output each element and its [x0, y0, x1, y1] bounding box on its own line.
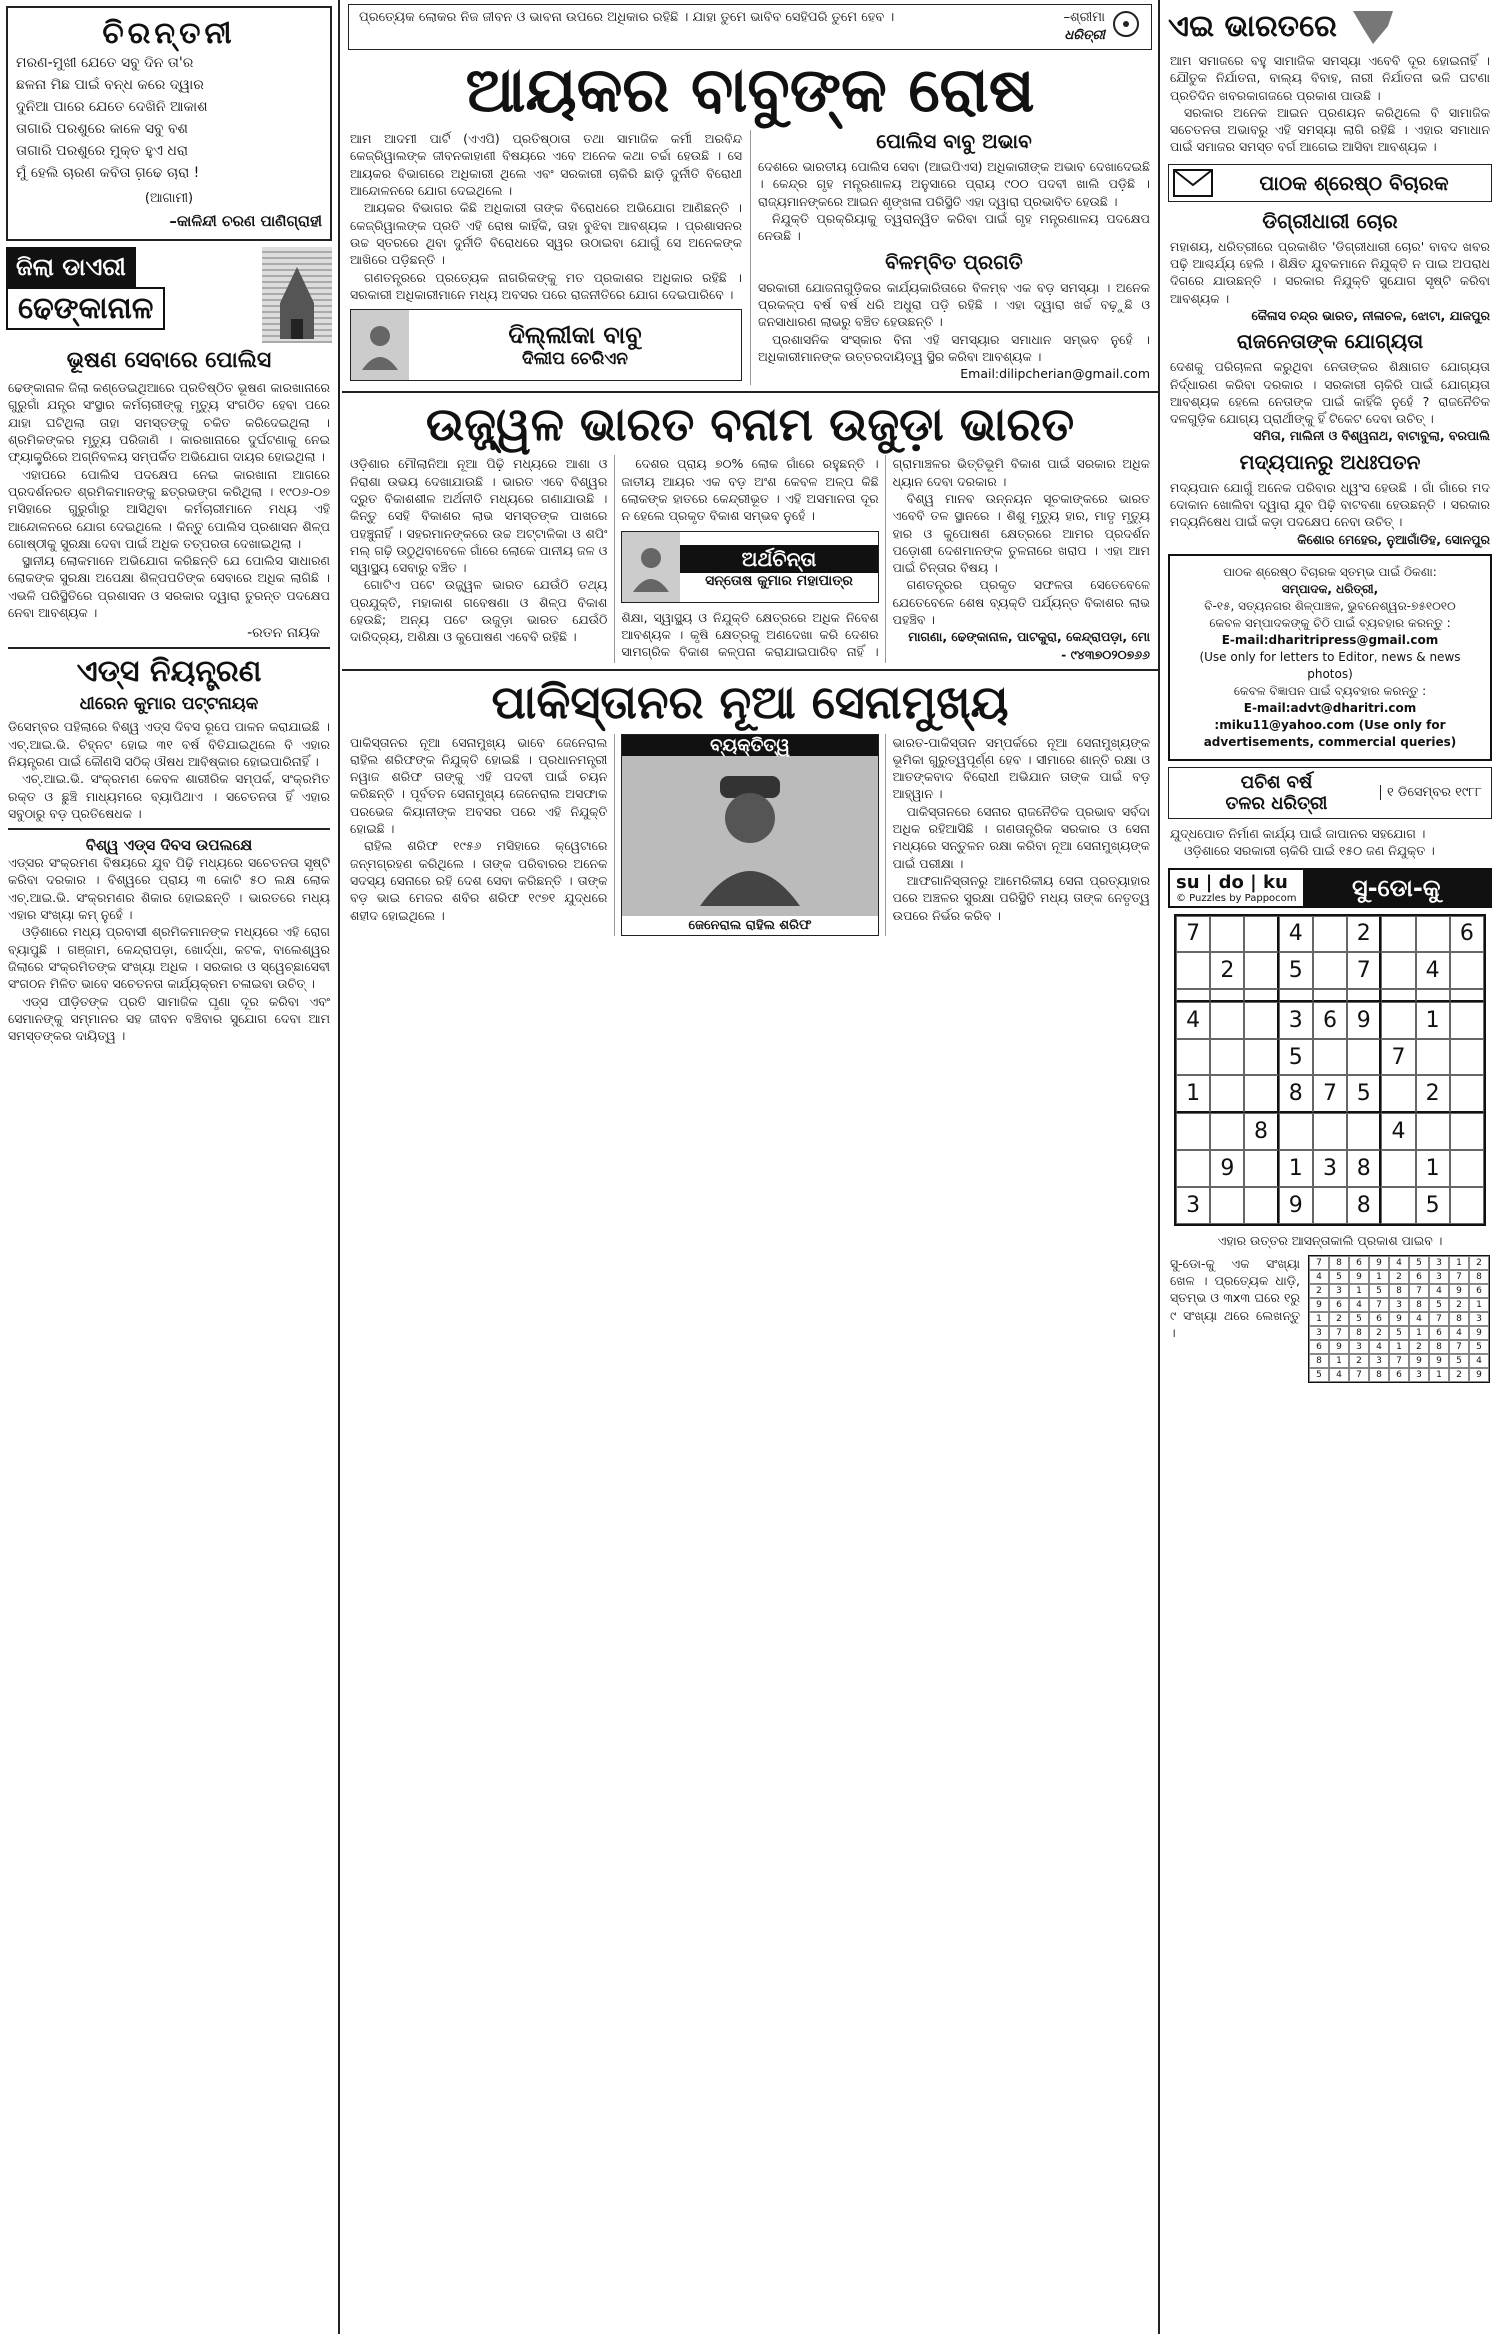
solution-cell: 5 [1429, 1298, 1449, 1312]
solution-cell: 7 [1389, 1354, 1409, 1368]
sudoku-cell [1210, 1187, 1244, 1224]
h3-para: ଆଫଗାନିସ୍ତାନରୁ ଆମେରିକୀୟ ସେନା ପ୍ରତ୍ୟାହାର ପରେ ଅଞ୍ଚଳର ସୁରକ୍ଷା ପରିସ୍ଥିତି ମଧ୍ୟ ତାଙ୍କ ନେତୃତ୍ୱ ଉପରେ ନିର୍ଭର କରିବ । [892, 872, 1150, 923]
solution-cell: 3 [1329, 1284, 1349, 1298]
person-icon [360, 320, 400, 370]
divider [8, 647, 330, 649]
solution-cell: 2 [1369, 1326, 1389, 1340]
masthead-logo: ଧରିତ୍ରୀ [1064, 28, 1105, 43]
anniv-line-a: ପଚିଶ ବର୍ଷ [1240, 771, 1313, 793]
sudoku-cell [1176, 1113, 1210, 1150]
h1-para: ଆୟକର ବିଭାଗର କିଛି ଅଧିକାରୀ ତାଙ୍କ ବିରୋଧରେ ଅଭିଯୋଗ ଆଣିଛନ୍ତି । କେଜ୍ରିୱାଲଙ୍କ ପ୍ରତି ଏହି ରୋଷ କାହିଁକି, ତାହା ବୁଝିବା ଆବଶ୍ୟକ । ପ୍ରଶାସନର ଉଚ୍ଚ ସ୍ତରରେ ଥିବା ଦୁର୍ନୀତି ବିରୋଧରେ ସ୍ୱର ଉଠାଇବା ଯୋଗୁଁ ସେ ଅନେକଙ୍କ ଆଖିରେ ପଡ଼ିଛନ୍ତି । [350, 200, 742, 268]
solution-cell: 3 [1429, 1256, 1449, 1270]
police-title: ପୋଲିସ ବାବୁ ଅଭାବ [876, 129, 1032, 154]
solution-cell: 3 [1429, 1270, 1449, 1284]
solution-cell: 6 [1369, 1312, 1389, 1326]
sudoku-cell [1244, 952, 1278, 989]
solution-cell: 2 [1449, 1298, 1469, 1312]
solution-cell: 6 [1429, 1326, 1449, 1340]
sudoku-cell: 7 [1381, 1039, 1415, 1076]
reader-header [1168, 164, 1492, 202]
h3-headline: ପାକିସ୍ତାନର ନୂଆ ସେନାମୁଖ୍ୟ [491, 674, 1009, 729]
h2-para: ବିଶ୍ୱ ମାନବ ଉନ୍ନୟନ ସୂଚକାଙ୍କରେ ଭାରତ ଏବେବି ତଳ ସ୍ଥାନରେ । ଶିଶୁ ମୃତ୍ୟୁ ହାର, ମାତୃ ମୃତ୍ୟୁ ହାର ଓ କୁପୋଷଣ କ୍ଷେତ୍ରରେ ଆମର ପ୍ରଦର୍ଶନ ପଡ଼ୋଶୀ ଦେଶମାନଙ୍କ ତୁଳନାରେ ଖରାପ । ଏହା ଆମ ପାଇଁ ଚିନ୍ତାର ବିଷୟ । [892, 491, 1150, 576]
quote-text: ପ୍ରତ୍ୟେକ ଲୋକର ନିଜ ଜୀବନ ଓ ଭାବନା ଉପରେ ଅଧିକାର ରହିଛି । ଯାହା ତୁମେ ଭାବିବ ସେହିପରି ତୁମେ ହେବ । [359, 10, 895, 25]
s2-author: ଧୀରେନ କୁମାର ପଟ୍ଟନାୟକ [79, 694, 259, 715]
s2-title: ଏଡ୍ସ ନିୟନ୍ତ୍ରଣ [76, 654, 262, 690]
h1-body [342, 130, 1158, 385]
email-advt-alt[interactable]: :miku11@yahoo.com (Use only for [1214, 717, 1446, 732]
solution-cell: 7 [1349, 1368, 1369, 1382]
solution-cell: 7 [1369, 1298, 1389, 1312]
s1-author: -ରତନ ନାୟକ [247, 625, 320, 642]
officer-icon [695, 766, 805, 906]
h2-para: ଦେଶର ପ୍ରାୟ ୭୦% ଲୋକ ଗାଁରେ ରହୁଛନ୍ତି । ଜାତୀୟ ଆୟର ଏକ ବଡ଼ ଅଂଶ କେବଳ ଅଳ୍ପ କିଛି ଲୋକଙ୍କ ହାତରେ କେନ୍ଦ୍ରୀଭୂତ । ଏହି ଅସମାନତା ଦୂର ନ ହେଲେ ପ୍ରକୃତ ବିକାଶ ସମ୍ଭବ ନୁହେଁ । [621, 456, 879, 524]
h3-para: ପାକିସ୍ତାନର ନୂଆ ସେନାମୁଖ୍ୟ ଭାବେ ଜେନେରାଲ ରାହିଲ ଶରିଫଙ୍କ ନିଯୁକ୍ତି ହୋଇଛି । ପ୍ରଧାନମନ୍ତ୍ରୀ ନୱାଜ ଶରିଫ ତାଙ୍କୁ ଏହି ପଦବୀ ପାଇଁ ଚୟନ କରିଛନ୍ତି । ପୂର୍ବତନ ସେନାମୁଖ୍ୟ ଜେନେରାଲ ଅସଫାକ ପରଭେଜ କିୟାନୀଙ୍କ ଅବସର ପରେ ଏହି ନିଯୁକ୍ତି ହୋଇଛି । [350, 734, 608, 837]
solution-cell: 3 [1369, 1354, 1389, 1368]
sudoku-cell [1210, 989, 1244, 1002]
sudoku-cell [1313, 1113, 1347, 1150]
divider [342, 669, 1158, 671]
sudoku-cell [1416, 1039, 1450, 1076]
person-box [621, 734, 878, 936]
poem-line: ଦୁନିଆ ପାରେ ଯେତେ ଦେଖିନି ଆକାଶ [16, 99, 208, 115]
l2-sign: ସମିତା, ମାଲିନୀ ଓ ବିଶ୍ୱନାଥ, ବାଟାବୁଲା, ବରପାଲି [1253, 428, 1490, 444]
sudoku-cell: 4 [1416, 952, 1450, 989]
h2-body [342, 455, 1158, 663]
reader-title: ପାଠକ ଶ୍ରେଷ୍ଠ ବିଚାରକ [1259, 170, 1449, 195]
solution-cell: 4 [1389, 1256, 1409, 1270]
sudoku-cell [1244, 989, 1278, 1002]
progress-para: ପ୍ରଶାସନିକ ସଂସ୍କାର ବିନା ଏହି ସମସ୍ୟାର ସମାଧାନ ସମ୍ଭବ ନୁହେଁ । ଅଧିକାରୀମାନଙ୍କ ଉତ୍ତରଦାୟିତ୍ୱ ସ୍ଥିର କରିବା ଆବଶ୍ୟକ । [758, 331, 1150, 364]
anniv-item: ଓଡ଼ିଶାରେ ସରକାରୀ ଚାକିରି ପାଇଁ ୧୫୦ ଜଣ ନିଯୁକ୍ତ । [1184, 843, 1435, 859]
anniv-date: ୧ ଡିସେମ୍ବର ୧୯୮୮ [1380, 785, 1487, 800]
solution-cell: 7 [1329, 1326, 1349, 1340]
solution-cell: 3 [1389, 1298, 1409, 1312]
solution-cell: 1 [1309, 1312, 1329, 1326]
sudoku-cell: 1 [1279, 1150, 1313, 1187]
solution-cell: 9 [1309, 1298, 1329, 1312]
sudoku-cell: 8 [1244, 1113, 1278, 1150]
poem-line: ତାଗାରି ପରଶୁରେ ମୁକ୍ତ ହୁଏ ଧରା [16, 143, 189, 159]
sudoku-cell: 1 [1416, 1150, 1450, 1187]
solution-cell: 6 [1409, 1270, 1429, 1284]
s1-para: ସ୍ଥାନୀୟ ଲୋକମାନେ ଅଭିଯୋଗ କରିଛନ୍ତି ଯେ ପୋଲିସ ସାଧାରଣ ଲୋକଙ୍କ ସୁରକ୍ଷା ଅପେକ୍ଷା ଶିଳ୍ପପତିଙ୍କ ସେବାରେ ଅଧିକ ଲାଗିଛି । ଏଭଳି ପରିସ୍ଥିତିରେ ପ୍ରଶାସନ ଓ ସରକାର ଦ୍ୱାରା ତୁରନ୍ତ ପଦକ୍ଷେପ ନେବା ଆବଶ୍ୟକ । [8, 553, 330, 621]
sudoku-cell: 8 [1347, 1150, 1381, 1187]
author-photo [622, 532, 680, 602]
address-box [1168, 554, 1492, 761]
sudoku-cell: 2 [1210, 952, 1244, 989]
solution-cell: 3 [1309, 1326, 1329, 1340]
artha-author: ସନ୍ତୋଷ କୁମାର ମହାପାତ୍ର [705, 572, 853, 589]
delhi-babu-box [350, 309, 742, 381]
solution-cell: 2 [1349, 1354, 1369, 1368]
solution-cell: 5 [1369, 1284, 1389, 1298]
sudoku-cell [1210, 1039, 1244, 1076]
h3-para: ପାକିସ୍ତାନରେ ସେନାର ରାଜନୈତିକ ପ୍ରଭାବ ସର୍ବଦା ଅଧିକ ରହିଆସିଛି । ଗଣତାନ୍ତ୍ରିକ ସରକାର ଓ ସେନା ମଧ୍ୟରେ ସନ୍ତୁଳନ ରକ୍ଷା କରିବା ନୂଆ ସେନାମୁଖ୍ୟଙ୍କ ପାଇଁ ପରୀକ୍ଷା । [892, 803, 1150, 871]
solution-cell: 1 [1409, 1326, 1429, 1340]
s1-title: ଭୂଷଣ ସେବାରେ ପୋଲିସ [66, 348, 272, 373]
solution-cell: 1 [1429, 1368, 1449, 1382]
poem-title: ଚିରନ୍ତନୀ [102, 16, 236, 51]
addr-line: କେବଳ ବିଜ୍ଞାପନ ପାଇଁ ବ୍ୟବହାର କରନ୍ତୁ : [1233, 683, 1427, 698]
anjali-header [1162, 0, 1498, 52]
sudoku-cell [1244, 1075, 1278, 1113]
sudoku-cell [1381, 989, 1415, 1002]
district-header [0, 247, 338, 343]
anniv-line-b: ତଳର ଧରିତ୍ରୀ [1225, 792, 1328, 814]
solution-cell: 8 [1449, 1312, 1469, 1326]
solution-cell: 5 [1329, 1270, 1349, 1284]
sudoku-cell [1450, 1150, 1484, 1187]
sudoku-cell: 3 [1279, 1002, 1313, 1039]
addr-line: ବି-୧୫, ସତ୍ୟନଗର ଶିଳ୍ପାଞ୍ଚଳ, ଭୁବନେଶ୍ୱର-୭୫୧୦୧୦ [1204, 598, 1456, 613]
quote-author: –ଶ୍ରୀମା [1063, 10, 1105, 25]
l2-text: ଦେଶକୁ ପରିଚାଳନା କରୁଥିବା ନେତାଙ୍କର ଶିକ୍ଷାଗତ ଯୋଗ୍ୟତା ନିର୍ଦ୍ଧାରଣ କରିବା ଦରକାର । ସରକାରୀ ଚାକିରି ପାଇଁ ଯୋଗ୍ୟତା ଆବଶ୍ୟକ ହେଲେ ନେତାଙ୍କ ପାଇଁ କାହିଁକି ନୁହେଁ ? ରାଜନୈତିକ ଦଳଗୁଡ଼ିକ ଯୋଗ୍ୟ ପ୍ରାର୍ଥୀଙ୍କୁ ହିଁ ଟିକେଟ ଦେବା ଉଚିତ୍ । [1170, 359, 1490, 427]
l3-text: ମଦ୍ୟପାନ ଯୋଗୁଁ ଅନେକ ପରିବାର ଧ୍ୱଂସ ହେଉଛି । ଗାଁ ଗାଁରେ ମଦ ଦୋକାନ ଖୋଲିବା ଦ୍ୱାରା ଯୁବ ପିଢ଼ି ବାଟବଣା ହେଉଛନ୍ତି । ସରକାର ମଦ୍ୟନିଷେଧ ପାଇଁ କଡ଼ା ପଦକ୍ଷେପ ନେବା ଉଚିତ୍ । [1170, 479, 1490, 530]
solution-cell: 8 [1369, 1368, 1389, 1382]
artha-header: ଅର୍ଥଚିନ୍ତା [680, 545, 877, 573]
sudoku-cell [1347, 1039, 1381, 1076]
solution-cell: 4 [1309, 1270, 1329, 1284]
person-icon [631, 542, 671, 592]
progress-para: ସରକାରୀ ଯୋଜନାଗୁଡ଼ିକର କାର୍ଯ୍ୟକାରିତାରେ ବିଳମ୍ବ ଏକ ବଡ଼ ସମସ୍ୟା । ଅନେକ ପ୍ରକଳ୍ପ ବର୍ଷ ବର୍ଷ ଧରି ଅଧୁରା ପଡ଼ି ରହିଛି । ଏହା ଦ୍ୱାରା ଖର୍ଚ୍ଚ ବଢ଼ୁଛି ଓ ଜନସାଧାରଣ ଲାଭରୁ ବଞ୍ଚିତ ହେଉଛନ୍ତି । [758, 279, 1150, 330]
sudoku-cell: 5 [1416, 1187, 1450, 1224]
email-press[interactable]: E-mail:dharitripress@gmail.com [1221, 632, 1439, 647]
artha-box [621, 531, 878, 603]
sudoku-grid [1174, 914, 1486, 1226]
h1-para: ଗଣତନ୍ତ୍ରରେ ପ୍ରତ୍ୟେକ ନାଗରିକଙ୍କୁ ମତ ପ୍ରକାଶର ଅଧିକାର ରହିଛି । ସରକାରୀ ଅଧିକାରୀମାନେ ମଧ୍ୟ ଅବସର ପରେ ରାଜନୀତିରେ ଯୋଗ ଦେଇପାରିବେ । [350, 269, 742, 302]
sudoku-credit: © Puzzles by Pappocom [1176, 892, 1297, 904]
poem-line: ଛଳନା ମିଛ ପାଇଁ ବନ୍ଧ କରେ ଦ୍ୱାର [16, 77, 204, 93]
h2-para: ଶିକ୍ଷା, ସ୍ୱାସ୍ଥ୍ୟ ଓ ନିଯୁକ୍ତି କ୍ଷେତ୍ରରେ ଅଧିକ ନିବେଶ ଆବଶ୍ୟକ । କୃଷି କ୍ଷେତ୍ରକୁ ଅଣଦେଖା କରି ଦେଶର ସାମଗ୍ରିକ ବିକାଶ କଳ୍ପନା କରାଯାଇପାରିବ ନାହିଁ । ଗ୍ରାମାଞ୍ଚଳର ଭିତ୍ତିଭୂମି ବିକାଶ ପାଇଁ ସରକାର ଅଧିକ ଧ୍ୟାନ ଦେବା ଦରକାର । [621, 456, 1150, 660]
solution-cell: 1 [1369, 1270, 1389, 1284]
h3-body [342, 734, 1158, 936]
artha-address: ମାଗଣା, ଢେଙ୍କାନାଳ, ପାଟକୁରା, କେନ୍ଦ୍ରାପଡ଼ା, ମୋ - ୯୪୩୭୦୨୦୭୬୬ [908, 629, 1150, 662]
sudoku-cell: 4 [1279, 916, 1313, 953]
solution-cell: 6 [1349, 1256, 1369, 1270]
author-photo [351, 310, 409, 380]
sudoku-cell: 6 [1450, 916, 1484, 953]
solution-cell: 1 [1329, 1354, 1349, 1368]
solution-cell: 6 [1309, 1340, 1329, 1354]
solution-cell: 4 [1329, 1368, 1349, 1382]
solution-cell: 2 [1309, 1284, 1329, 1298]
solution-cell: 3 [1409, 1368, 1429, 1382]
addr-line: କେବଳ ସମ୍ପାଦକଙ୍କୁ ଚିଠି ପାଇଁ ବ୍ୟବହାର କରନ୍ତୁ : [1209, 615, 1451, 630]
sudoku-cell: 4 [1176, 1002, 1210, 1039]
sudoku-cell [1347, 1113, 1381, 1150]
solution-cell: 5 [1409, 1256, 1429, 1270]
police-para: ଦେଶରେ ଭାରତୀୟ ପୋଲିସ ସେବା (ଆଇପିଏସ) ଅଧିକାରୀଙ୍କ ଅଭାବ ଦେଖାଦେଇଛି । କେନ୍ଦ୍ର ଗୃହ ମନ୍ତ୍ରଣାଳୟ ଅନୁସାରେ ପ୍ରାୟ ୯୦୦ ପଦବୀ ଖାଲି ପଡ଼ିଛି । ରାଜ୍ୟମାନଙ୍କରେ ଆଇନ ଶୃଙ୍ଖଳା ପରିସ୍ଥିତି ଏହା ଦ୍ୱାରା ପ୍ରଭାବିତ ହେଉଛି । [758, 159, 1150, 209]
india-map-icon [1343, 6, 1403, 46]
solution-cell: 8 [1389, 1284, 1409, 1298]
sudoku-cell: 1 [1416, 1002, 1450, 1039]
h2-para: ଗଣତନ୍ତ୍ରର ପ୍ରକୃତ ସଫଳତା ସେତେବେଳେ ଯେତେବେଳେ ଶେଷ ବ୍ୟକ୍ତି ପର୍ଯ୍ୟନ୍ତ ବିକାଶର ଲାଭ ପହଞ୍ଚିବ । [892, 577, 1150, 628]
l3-sign: କିଶୋର ମେହେର, ନୁଆଗାଁଡିହ, ସୋନପୁର [1297, 531, 1490, 547]
solution-cell: 4 [1409, 1312, 1429, 1326]
solution-cell: 1 [1469, 1298, 1489, 1312]
sudoku-cell [1210, 1002, 1244, 1039]
anjali-para: ସରକାର ଅନେକ ଆଇନ ପ୍ରଣୟନ କରିଥିଲେ ବି ସାମାଜିକ ସଚେତନତା ଅଭାବରୁ ଏହି ସମସ୍ୟା ଲାଗି ରହିଛି । ଏହାର ସମାଧାନ ପାଇଁ ସମାଜର ସମସ୍ତ ବର୍ଗ ଆଗେଇ ଆସିବା ଆବଶ୍ୟକ । [1170, 104, 1490, 155]
sudoku-cell [1450, 1039, 1484, 1076]
sudoku-cell [1381, 1075, 1415, 1113]
temple-image [262, 247, 332, 343]
solution-cell: 3 [1349, 1340, 1369, 1354]
wheel-icon [1111, 9, 1141, 39]
sudoku-cell: 7 [1176, 916, 1210, 953]
quote-box [348, 4, 1152, 50]
solution-cell: 9 [1369, 1256, 1389, 1270]
s3-para: ଏଡ୍ସର ସଂକ୍ରମଣ ବିଷୟରେ ଯୁବ ପିଢ଼ି ମଧ୍ୟରେ ସଚେତନତା ସୃଷ୍ଟି କରିବା ଦରକାର । ବିଶ୍ୱରେ ପ୍ରାୟ ୩ କୋଟି ୫୦ ଲକ୍ଷ ଲୋକ ଏଚ୍.ଆଇ.ଭି. ସଂକ୍ରମଣର ଶିକାର ହୋଇଛନ୍ତି । ଭାରତରେ ମଧ୍ୟ ଏହାର ସଂଖ୍ୟା କମ୍ ନୁହେଁ । [8, 855, 330, 923]
sudoku-cell: 5 [1347, 1075, 1381, 1113]
h1-headline: ଆୟକର ବାବୁଙ୍କ ରୋଷ [465, 53, 1035, 126]
sudoku-note: ଏହାର ଉତ୍ତର ଆସନ୍ତାକାଲି ପ୍ରକାଶ ପାଇବ । [1217, 1232, 1443, 1248]
solution-cell: 4 [1449, 1326, 1469, 1340]
solution-cell: 9 [1409, 1354, 1429, 1368]
s3-para: ଓଡ଼ିଶାରେ ମଧ୍ୟ ପ୍ରବାସୀ ଶ୍ରମିକମାନଙ୍କ ମଧ୍ୟରେ ଏହି ରୋଗ ବ୍ୟାପୁଛି । ଗଞ୍ଜାମ, କେନ୍ଦ୍ରାପଡ଼ା, ଖୋର୍ଦ୍ଧା, କଟକ, ବାଲେଶ୍ୱର ଜିଲାରେ ସଂକ୍ରମିତଙ୍କ ସଂଖ୍ୟା ଅଧିକ । ସରକାର ଓ ସ୍ୱେଚ୍ଛାସେବୀ ସଂଗଠନ ମିଳିତ ଭାବେ ସଚେତନତା କାର୍ଯ୍ୟକ୍ରମ ଚଳାଇବା ଉଚିତ୍ । [8, 924, 330, 992]
sudoku-cell [1244, 1187, 1278, 1224]
sudoku-cell [1313, 989, 1347, 1002]
solution-cell: 7 [1449, 1340, 1469, 1354]
addr-line: ପାଠକ ଶ୍ରେଷ୍ଠ ବିଚାରକ ସ୍ତମ୍ଭ ପାଇଁ ଠିକଣା: [1223, 564, 1437, 579]
s2-para: ଏଚ୍.ଆଇ.ଭି. ସଂକ୍ରମଣ କେବଳ ଶାରୀରିକ ସମ୍ପର୍କ, ସଂକ୍ରମିତ ରକ୍ତ ଓ ଛୁଞ୍ଚି ମାଧ୍ୟମରେ ବ୍ୟାପିଥାଏ । ସଚେତନତା ହିଁ ଏହାର ସବୁଠାରୁ ବଡ଼ ପ୍ରତିଷେଧକ । [8, 771, 330, 821]
solution-cell: 1 [1449, 1256, 1469, 1270]
poem-note: (ଆଗାମୀ) [144, 191, 194, 206]
sudoku-cell [1450, 1187, 1484, 1224]
solution-cell: 4 [1429, 1284, 1449, 1298]
solution-cell: 9 [1329, 1340, 1349, 1354]
sudoku-cell [1416, 989, 1450, 1002]
sudoku-cell [1381, 1187, 1415, 1224]
sudoku-cell [1347, 989, 1381, 1002]
sudoku-cell [1313, 952, 1347, 989]
district-name: ଢେଙ୍କାନାଳ [6, 287, 165, 330]
sudoku-cell [1313, 1039, 1347, 1076]
l1-sign: କୈଳାସ ଚନ୍ଦ୍ର ଭାରତ, ନୀଳାଚଳ, ଝୋଟା, ଯାଜପୁର [1251, 307, 1490, 323]
sudoku-cell [1279, 989, 1313, 1002]
sudoku-cell [1450, 1075, 1484, 1113]
solution-cell: 8 [1349, 1326, 1369, 1340]
sudoku-cell: 9 [1279, 1187, 1313, 1224]
sudoku-label-en: su | do | ku [1176, 871, 1288, 893]
solution-cell: 5 [1309, 1368, 1329, 1382]
sudoku-cell [1210, 1075, 1244, 1113]
sudoku-cell [1210, 1113, 1244, 1150]
solution-cell: 8 [1329, 1256, 1349, 1270]
sudoku-cell: 5 [1279, 952, 1313, 989]
sudoku-cell: 7 [1313, 1075, 1347, 1113]
s1-para: ଢେଙ୍କାନାଳ ଜିଲା କଣ୍ଡେଇଥିଆରେ ପ୍ରତିଷ୍ଠିତ ଭୂଷଣ କାରଖାନାରେ ଗୁରୁଗାଁ ଯନ୍ତ୍ର ସଂସ୍ଥାର କର୍ମଚାରୀଙ୍କୁ ମୃତ୍ୟୁ ସଂଗଠିତ ହେବା ପରେ ଯାହା ଘଟିଥିଲା ତାହା ସମସ୍ତଙ୍କୁ ଚକିତ କରିଦେଇଥିଲା । ଶ୍ରମିକଙ୍କର ମୃତ୍ୟୁ ପରିଜାଣି । କାରଖାନାରେ ଦୁର୍ଘଟଣାକୁ ନେଇ ଫ୍ୟାକ୍ଟ୍ରିରେ ଅଗ୍ନିବଳୟ ସମ୍ପର୍କିତ ଅଭିଯୋଗ ଦାୟର ହୋଇଥିଲା । [8, 380, 330, 465]
district-label: ଜିଲା ଡାଏରୀ [6, 247, 136, 287]
sudoku-cell [1279, 1113, 1313, 1150]
delhi-header: ଦିଲ୍ଲୀକା ବାବୁ [508, 321, 642, 350]
solution-cell: 7 [1409, 1284, 1429, 1298]
sudoku-cell [1176, 952, 1210, 989]
sudoku-cell: 5 [1279, 1039, 1313, 1076]
sudoku-cell [1176, 989, 1210, 1002]
sudoku-cell [1176, 1039, 1210, 1076]
email-dilip[interactable]: Email:dilipcherian@gmail.com [960, 366, 1150, 382]
anjali-para: ଆମ ସମାଜରେ ବହୁ ସାମାଜିକ ସମସ୍ୟା ଏବେବି ଦୂର ହୋଇନାହିଁ । ଯୌତୁକ ନିର୍ଯାତନା, ବାଲ୍ୟ ବିବାହ, ନାରୀ ନିର୍ଯାତନା ଭଳି ଘଟଣା ପ୍ରତିଦିନ ଖବରକାଗଜରେ ପ୍ରକାଶ ପାଉଛି । [1170, 53, 1490, 103]
solution-cell: 2 [1449, 1368, 1469, 1382]
sudoku-cell [1381, 916, 1415, 953]
right-column [1162, 0, 1498, 2334]
email-advt-note: advertisements, commercial queries) [1203, 734, 1457, 749]
l3-title: ମଦ୍ୟପାନରୁ ଅଧଃପତନ [1239, 449, 1421, 474]
sudoku-cell: 8 [1347, 1187, 1381, 1224]
solution-cell: 1 [1349, 1284, 1369, 1298]
general-photo [622, 756, 877, 916]
solution-cell: 6 [1329, 1298, 1349, 1312]
progress-title: ବିଳମ୍ବିତ ପ୍ରଗତି [885, 249, 1023, 274]
anjali-title: ଏଇ ଭାରତରେ [1168, 8, 1337, 44]
person-caption: ଜେନେରାଲ ରାହିଲ ଶରିଫ [688, 917, 812, 933]
solution-cell: 9 [1429, 1354, 1449, 1368]
solution-cell: 6 [1389, 1368, 1409, 1382]
solution-cell: 7 [1429, 1312, 1449, 1326]
divider [8, 828, 330, 830]
sudoku-cell: 9 [1210, 1150, 1244, 1187]
sudoku-cell: 8 [1279, 1075, 1313, 1113]
solution-cell: 2 [1409, 1340, 1429, 1354]
sudoku-cell [1313, 916, 1347, 953]
sudoku-cell [1450, 952, 1484, 989]
divider [342, 391, 1158, 393]
poem-line: ମରଣ-ମୁଖୀ ଯେତେ ସବୁ ଦିନ ତା'ର [16, 55, 194, 71]
sudoku-cell: 9 [1347, 1002, 1381, 1039]
delhi-author: ଦିଲୀପ ଚେରିଏନ [522, 349, 628, 370]
solution-cell: 7 [1309, 1256, 1329, 1270]
left-column [0, 0, 340, 2334]
solution-cell: 9 [1469, 1326, 1489, 1340]
h3-para: ରାହିଲ ଶରିଫ ୧୯୫୬ ମସିହାରେ କ୍ୱେଟାରେ ଜନ୍ମଗ୍ରହଣ କରିଥିଲେ । ତାଙ୍କ ପରିବାରର ଅନେକ ସଦସ୍ୟ ସେନାରେ ରହି ଦେଶ ସେବା କରିଛନ୍ତି । ତାଙ୍କ ବଡ଼ ଭାଇ ମେଜର ଶବିର ଶରିଫ ୧୯୭୧ ଯୁଦ୍ଧରେ ଶହୀଦ ହୋଇଥିଲେ । [350, 838, 608, 923]
sudoku-rules: ସୁ-ଡୋ-କୁ ଏକ ସଂଖ୍ୟା ଖେଳ । ପ୍ରତ୍ୟେକ ଧାଡ଼ି, ସ୍ତମ୍ଭ ଓ ୩x୩ ଘରେ ୧ରୁ ୯ ସଂଖ୍ୟା ଥରେ ଲେଖନ୍ତୁ । [1170, 1255, 1300, 1341]
h2-headline: ଉଜ୍ଜ୍ୱଳ ଭାରତ ବନାମ ଉଜୁଡ଼ା ଭାରତ [425, 396, 1075, 451]
sudoku-cell: 3 [1176, 1187, 1210, 1224]
sudoku-cell: 6 [1313, 1002, 1347, 1039]
h1-para: ଆମ ଆଦମୀ ପାର୍ଟି (ଏଏପି) ପ୍ରତିଷ୍ଠାତା ତଥା ସାମାଜିକ କର୍ମୀ ଅରବିନ୍ଦ କେଜ୍ରିୱାଲଙ୍କ ଜୀବନକାହାଣୀ ବିଷୟରେ ଏବେ ଅନେକ କଥା ଚର୍ଚ୍ଚା ହେଉଛି । ସେ ଆୟକର ବିଭାଗରେ ଅଧିକାରୀ ଥିଲେ ଏବଂ ସରକାରୀ ଚାକିରି ଛାଡ଼ି ଦୁର୍ନୀତି ବିରୋଧୀ ଆନ୍ଦୋଳନରେ ଯୋଗ ଦେଇଥିଲେ । [350, 131, 742, 199]
s3-title: ବିଶ୍ୱ ଏଡ୍ସ ଦିବସ ଉପଲକ୍ଷେ [85, 836, 253, 855]
solution-cell: 4 [1469, 1354, 1489, 1368]
sudoku-cell [1210, 916, 1244, 953]
solution-cell: 8 [1309, 1354, 1329, 1368]
sudoku-cell: 1 [1176, 1075, 1210, 1113]
sudoku-header [1168, 868, 1492, 908]
solution-cell: 4 [1369, 1340, 1389, 1354]
anniv-item: ଯୁଦ୍ଧପୋତ ନିର୍ମାଣ କାର୍ଯ୍ୟ ପାଇଁ ଜାପାନର ସହଯୋଗ । [1170, 825, 1426, 841]
sudoku-cell: 4 [1381, 1113, 1415, 1150]
addr-line: ସମ୍ପାଦକ, ଧରିତ୍ରୀ, [1281, 581, 1379, 596]
sudoku-cell [1244, 1039, 1278, 1076]
solution-cell: 2 [1389, 1270, 1409, 1284]
s2-para: ଡିସେମ୍ବର ପହିଲାରେ ବିଶ୍ୱ ଏଡ୍ସ ଦିବସ ରୂପେ ପାଳନ କରାଯାଇଛି । ଏଚ୍.ଆଇ.ଭି. ଚିହ୍ନଟ ହୋଇ ୩୧ ବର୍ଷ ବିତିଯାଇଥିଲେ ବି ଏହାର ନିୟନ୍ତ୍ରଣ ପାଇଁ କୌଣସି ସଠିକ୍ ଔଷଧ ଆବିଷ୍କାର ହୋଇପାରିନାହିଁ । [8, 719, 330, 769]
sudoku-cell [1450, 1113, 1484, 1150]
sudoku-cell: 2 [1347, 916, 1381, 953]
sudoku-cell [1450, 1002, 1484, 1039]
sudoku-label-or: ସୁ-ଡୋ-କୁ [1303, 870, 1490, 906]
police-para: ନିଯୁକ୍ତି ପ୍ରକ୍ରିୟାକୁ ତ୍ୱରାନ୍ୱିତ କରିବା ପାଇଁ ଗୃହ ମନ୍ତ୍ରଣାଳୟ ପଦକ୍ଷେପ ନେଉଛି । [758, 211, 1150, 244]
email-advt[interactable]: E-mail:advt@dharitri.com [1243, 700, 1417, 715]
person-label: ବ୍ୟକ୍ତିତ୍ୱ [622, 735, 877, 756]
solution-cell: 9 [1389, 1312, 1409, 1326]
poem-author: –କାଳିନ୍ଦୀ ଚରଣ ପାଣିଗ୍ରାହୀ [169, 212, 322, 230]
h2-para: ଗୋଟିଏ ପଟେ ଉଜ୍ଜ୍ୱଳ ଭାରତ ଯେଉଁଠି ତଥ୍ୟ ପ୍ରଯୁକ୍ତି, ମହାକାଶ ଗବେଷଣା ଓ ଶିଳ୍ପ ବିକାଶ ହେଉଛି; ଅନ୍ୟ ପଟେ ଉଜୁଡ଼ା ଭାରତ ଯେଉଁଠି ଦାରିଦ୍ର୍ୟ, ଅଶିକ୍ଷା ଓ କୁପୋଷଣ ଏବେବି ରହିଛି । [350, 577, 608, 645]
anniversary-box [1168, 767, 1492, 819]
sudoku-cell [1416, 916, 1450, 953]
l1-title: ଡିଗ୍ରୀଧାରୀ ଚୋର [1262, 208, 1398, 233]
poem-line: ତାଗାରି ପରଶୁରେ କାଳେ ସବୁ ବଶ [16, 121, 188, 137]
poem-line: ମୁଁ ହେଲି ଚାରଣ କବିତା ଗଢେ଼ ଚାରା ! [16, 165, 200, 181]
solution-cell: 3 [1469, 1312, 1489, 1326]
sudoku-cell: 3 [1313, 1150, 1347, 1187]
sudoku-cell: 2 [1416, 1075, 1450, 1113]
solution-cell: 8 [1429, 1340, 1449, 1354]
temple-icon [262, 263, 332, 343]
solution-cell: 5 [1469, 1340, 1489, 1354]
sudoku-cell [1244, 1002, 1278, 1039]
middle-column [342, 0, 1160, 2334]
l2-title: ରାଜନେତାଙ୍କ ଯୋଗ୍ୟତା [1236, 329, 1424, 354]
solution-cell: 9 [1349, 1270, 1369, 1284]
sudoku-cell [1176, 1150, 1210, 1187]
envelope-icon [1173, 169, 1213, 197]
sudoku-cell [1244, 916, 1278, 953]
s1-para: ଏହାପରେ ପୋଲିସ ପଦକ୍ଷେପ ନେଇ କାରଖାନା ଆଗରେ ପ୍ରଦର୍ଶନରତ ଶ୍ରମିକମାନଙ୍କୁ ଛତ୍ରଭଙ୍ଗ କରିଥିଲା । ୧୯୦୬-୦୭ ମସିହାରେ ଗୁରୁଗାଁରୁ ଆସିଥିବା କର୍ମଚାରୀମାନେ ମଧ୍ୟ ଏହି ଆନ୍ଦୋଳନରେ ଯୋଗ ଦେଇଥିଲେ । କିନ୍ତୁ ପୋଲିସ ପ୍ରଶାସନ ଶିଳ୍ପ ଗୋଷ୍ଠୀକୁ ସୁରକ୍ଷା ଦେବା ପାଇଁ ଅଧିକ ତତ୍ପରତା ଦେଖାଇଥିଲା । [8, 466, 330, 551]
poem-box [6, 6, 332, 241]
h3-para: ଭାରତ-ପାକିସ୍ତାନ ସମ୍ପର୍କରେ ନୂଆ ସେନାମୁଖ୍ୟଙ୍କ ଭୂମିକା ଗୁରୁତ୍ୱପୂର୍ଣ୍ଣ ହେବ । ସୀମାରେ ଶାନ୍ତି ରକ୍ଷା ଓ ଆତଙ୍କବାଦ ବିରୋଧୀ ଅଭିଯାନ ତାଙ୍କ ପାଇଁ ବଡ଼ ଆହ୍ୱାନ । [892, 734, 1150, 802]
poem-lines [16, 53, 322, 183]
solution-cell: 6 [1469, 1284, 1489, 1298]
email-press-note: (Use only for letters to Editor, news & news photos) [1199, 649, 1461, 681]
l1-text: ମହାଶୟ, ଧରିତ୍ରୀରେ ପ୍ରକାଶିତ 'ଡିଗ୍ରୀଧାରୀ ଚୋର' ବାବଦ ଖବର ପଢ଼ି ଆଶ୍ଚର୍ଯ୍ୟ ହେଲି । ଶିକ୍ଷିତ ଯୁବକମାନେ ନିଯୁକ୍ତି ନ ପାଇ ଅପରାଧ ଦିଗରେ ଯାଉଛନ୍ତି । ସରକାର ନିଯୁକ୍ତି ସୁଯୋଗ ସୃଷ୍ଟି କରିବା ଆବଶ୍ୟକ । [1170, 238, 1490, 306]
solution-cell: 8 [1469, 1270, 1489, 1284]
solution-cell: 5 [1389, 1326, 1409, 1340]
solution-cell: 2 [1329, 1312, 1349, 1326]
solution-cell: 1 [1389, 1340, 1409, 1354]
solution-cell: 5 [1449, 1354, 1469, 1368]
sudoku-solution [1308, 1255, 1490, 1383]
sudoku-cell [1381, 1002, 1415, 1039]
solution-cell: 5 [1349, 1312, 1369, 1326]
sudoku-cell [1244, 1150, 1278, 1187]
solution-cell: 9 [1469, 1368, 1489, 1382]
sudoku-cell [1381, 952, 1415, 989]
solution-cell: 2 [1469, 1256, 1489, 1270]
solution-cell: 7 [1449, 1270, 1469, 1284]
sudoku-cell: 7 [1347, 952, 1381, 989]
sudoku-cell [1313, 1187, 1347, 1224]
sudoku-cell [1450, 989, 1484, 1002]
sudoku-cell [1381, 1150, 1415, 1187]
h2-para: ଓଡ଼ିଶାର ମୌଲାନିଆ ନୂଆ ପିଢ଼ି ମଧ୍ୟରେ ଆଶା ଓ ନିରାଶା ଉଭୟ ଦେଖାଯାଉଛି । ଭାରତ ଏବେ ବିଶ୍ୱର ଦ୍ରୁତ ବିକାଶଶୀଳ ଅର୍ଥନୀତି ମଧ୍ୟରେ ଗଣାଯାଉଛି । କିନ୍ତୁ ସେହି ବିକାଶର ଲାଭ ସମସ୍ତଙ୍କ ପାଖରେ ପହଞ୍ଚୁନାହିଁ । ସହରମାନଙ୍କରେ ଉଚ୍ଚ ଅଟ୍ଟାଳିକା ଓ ଶପିଂ ମଲ୍ ଗଢ଼ି ଉଠୁଥିବାବେଳେ ଗାଁରେ ଲୋକେ ପାନୀୟ ଜଳ ଓ ସ୍ୱାସ୍ଥ୍ୟ ସେବାରୁ ବଞ୍ଚିତ । [350, 456, 608, 576]
sudoku-cell [1416, 1113, 1450, 1150]
solution-cell: 4 [1349, 1298, 1369, 1312]
solution-cell: 9 [1449, 1284, 1469, 1298]
s3-para: ଏଡ୍ସ ପୀଡ଼ିତଙ୍କ ପ୍ରତି ସାମାଜିକ ଘୃଣା ଦୂର କରିବା ଏବଂ ସେମାନଙ୍କୁ ସମ୍ମାନର ସହ ଜୀବନ ବଞ୍ଚିବାର ସୁଯୋଗ ଦେବା ଆମ ସମସ୍ତଙ୍କର ଦାୟିତ୍ୱ । [8, 993, 330, 1044]
solution-cell: 8 [1409, 1298, 1429, 1312]
